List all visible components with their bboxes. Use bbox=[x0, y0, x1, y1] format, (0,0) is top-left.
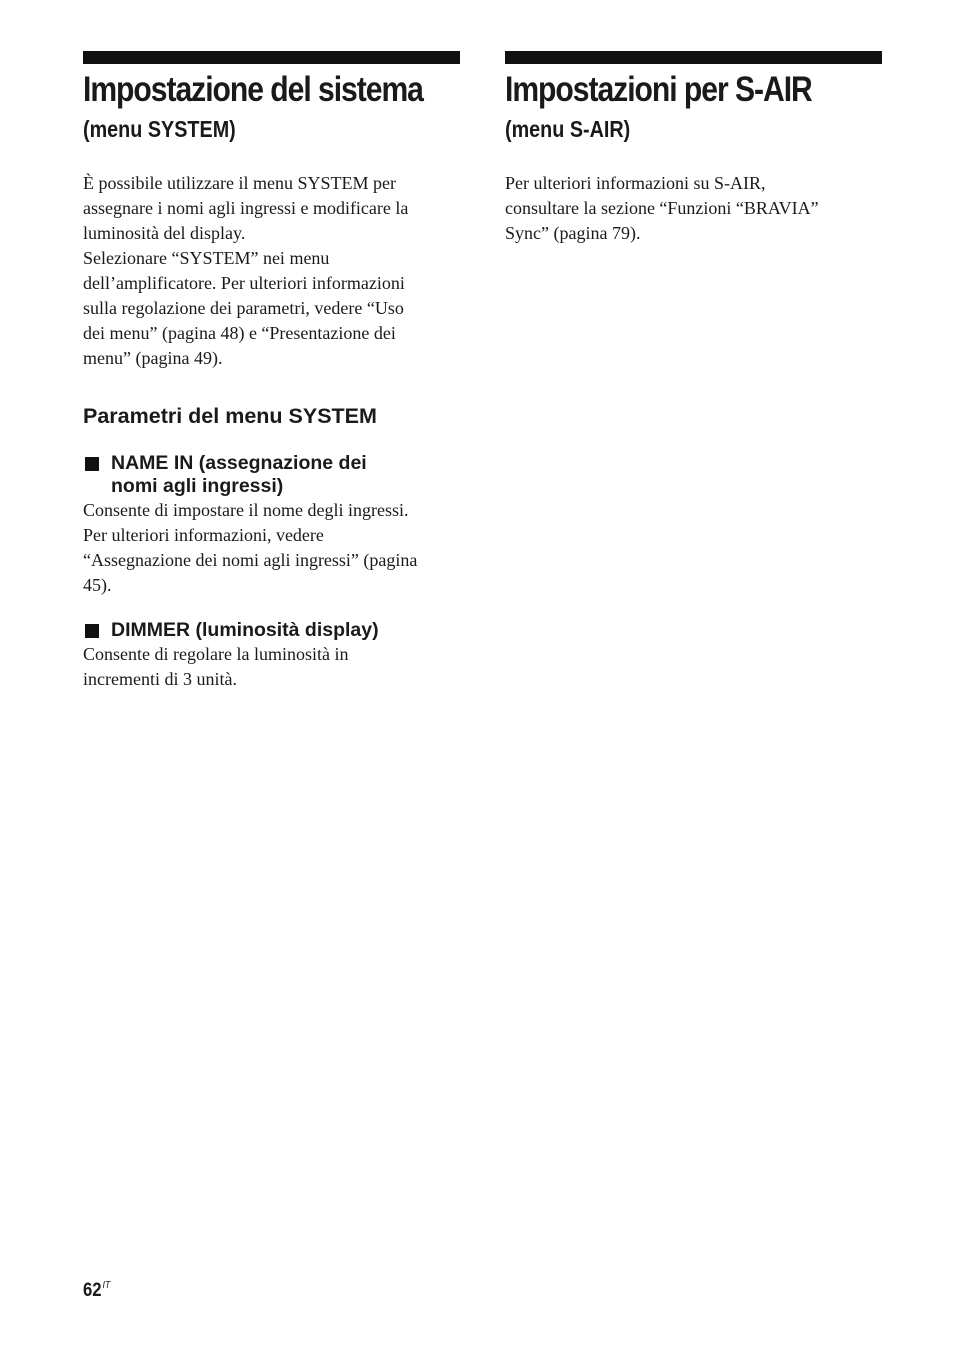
item-heading-dimmer bbox=[83, 619, 460, 642]
section-rule bbox=[83, 51, 460, 64]
page-subtitle-s-air: (menu S-AIR) bbox=[505, 116, 631, 142]
page-title: Impostazione del sistema bbox=[83, 70, 423, 109]
item-text-name-in: Consente di impostare il nome degli ingressi. Per ulteriori informazioni, vedere “Assegnazione dei nomi agli ingressi” (pagina 45). bbox=[83, 500, 418, 595]
item-heading-label: DIMMER (luminosità display) bbox=[111, 619, 379, 641]
language-code: IT bbox=[102, 1280, 111, 1291]
item-text-dimmer: Consente di regolare la luminosità in incrementi di 3 unità. bbox=[83, 644, 349, 689]
intro-paragraph-s-air: Per ulteriori informazioni su S-AIR, consultare la sezione “Funzioni “BRAVIA” Sync” (pagina 79). bbox=[505, 173, 819, 243]
page-number bbox=[83, 1280, 110, 1302]
item-heading-name-in bbox=[83, 452, 460, 498]
item-heading-label: NAME IN (assegnazione dei nomi agli ingressi) bbox=[111, 452, 367, 497]
square-bullet-icon bbox=[85, 457, 99, 471]
section-heading: Parametri del menu SYSTEM bbox=[83, 404, 377, 428]
square-bullet-icon bbox=[85, 624, 99, 638]
page-title-s-air: Impostazioni per S-AIR bbox=[505, 70, 812, 109]
intro-paragraph: È possibile utilizzare il menu SYSTEM per assegnare i nomi agli ingressi e modificare la luminosità del display. Selezionare “SYSTEM” nei menu dell’amplificatore. Per ulteriori informazioni sulla regolazione dei parametri, vedere “Uso dei menu” (pagina 48) e “Presentazione dei menu” (pagina 49). bbox=[83, 173, 409, 368]
left-column bbox=[83, 51, 460, 692]
section-rule bbox=[505, 51, 882, 64]
right-column bbox=[505, 51, 882, 246]
page-number-value: 62 bbox=[83, 1280, 102, 1301]
page-subtitle: (menu SYSTEM) bbox=[83, 116, 236, 142]
